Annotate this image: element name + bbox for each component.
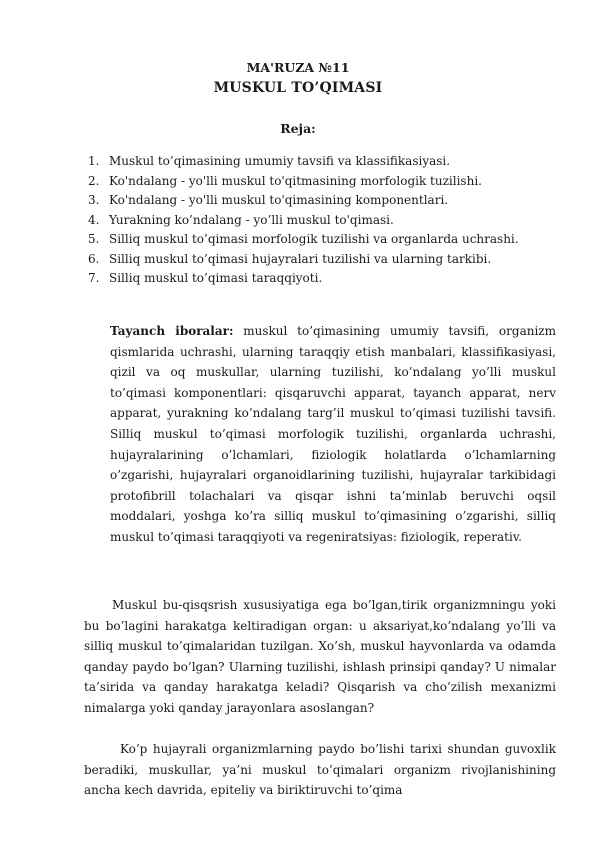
- keywords-text: muskul to’qimasining umumiy tavsifi, organizm qismlarida uchrashi, ularning taraqqiy etish manbalari, klassifikasiyasi, qizil va oq muskullar, ularning tuzilishi, ko’ndalang yo’lli muskul to’qimasi komponentlari: qisqaruvchi apparat, tayanch apparat, nerv apparat, yurakning ko’ndalang targ’il muskul to’qimasi tuzilishi tavsifi. Silliq muskul to’qimasi morfologik tuzilishi, organlarda uchrashi, hujayralarining o’lchamlari, fiziologik holatlarda o’lchamlarning o’zgarishi, hujayralari organoidlarining tuzilishi, hujayralar tarkibidagi protofibrill tolachalari va qisqar ishni ta’minlab beruvchi oqsil moddalari, yoshga ko’ra silliq muskul to’qimasining o’zgarishi, silliq muskul to’qimasi taraqqiyoti va regeniratsiyas: fiziologik, reperativ.: [110, 324, 556, 544]
- plan-item-number: 7.: [88, 271, 100, 285]
- plan-item: [88, 230, 528, 250]
- plan-item: [88, 172, 528, 192]
- plan-item: [88, 250, 528, 270]
- plan-item-number: 2.: [88, 173, 100, 188]
- plan-item-text: Ko'ndalang - yo'lli muskul to'qimasining komponentlari.: [109, 193, 449, 207]
- body-paragraph-1-text: Muskul bu-qisqsrish xususiyatiga ega bo’lgan,tirik organizmningu yoki bu bo’lagini harakatga keltiradigan organ: u aksariyat,ko’ndalang yo’lli va silliq muskul to’qimalaridan tuzilgan. Xo’sh, muskul hayvonlarda va odamda qanday paydo bo’lgan? Ularning tuzilishi, ishlash prinsipi qanday? U nimalar ta’sirida va qanday harakatga keladi? Qisqarish va cho’zilish mexanizmi nimalarga yoki qanday jarayonlara asoslangan?: [84, 598, 556, 715]
- plan-item-number: 4.: [88, 212, 100, 227]
- page-title: MUSKUL TO’QIMASI: [213, 80, 383, 96]
- plan-heading: Reja:: [280, 121, 316, 136]
- body-paragraph-2: [84, 739, 556, 801]
- plan-item-text: Silliq muskul to’qimasi hujayralari tuzilishi va ularning tarkibi.: [109, 251, 492, 266]
- plan-item-text: Muskul to’qimasining umumiy tavsifi va klassifikasiyasi.: [109, 154, 451, 168]
- plan-item-text: Silliq muskul to’qimasi morfologik tuzilishi va organlarda uchrashi.: [109, 232, 519, 246]
- plan-item-text: Yurakning ko’ndalang - yo’lli muskul to'qimasi.: [109, 212, 394, 227]
- body-paragraph-2-text: Ko’p hujayrali organizmlarning paydo bo’lishi tarixi shundan guvoxlik beradiki, muskullar, ya’ni muskul to’qimalari organizm rivojlanishining ancha kech davrida, epiteliy va biriktiruvchi to’qima: [84, 742, 556, 798]
- plan-item: [88, 269, 528, 289]
- plan-item-number: 5.: [88, 232, 100, 246]
- body-paragraph-1: [84, 595, 556, 719]
- lecture-number: MA'RUZA №11: [246, 60, 350, 75]
- plan-item: [88, 152, 528, 172]
- keywords-label: Tayanch iboralar:: [110, 324, 234, 338]
- plan-item: [88, 191, 528, 211]
- plan-item: [88, 211, 528, 231]
- plan-list: [88, 152, 528, 289]
- keywords-paragraph: [110, 321, 556, 548]
- plan-item-number: 1.: [88, 154, 100, 168]
- plan-item-number: 6.: [88, 251, 100, 266]
- plan-item-number: 3.: [88, 193, 100, 207]
- plan-item-text: Ko'ndalang - yo'lli muskul to'qitmasining morfologik tuzilishi.: [109, 173, 482, 188]
- plan-item-text: Silliq muskul to’qimasi taraqqiyoti.: [109, 271, 323, 285]
